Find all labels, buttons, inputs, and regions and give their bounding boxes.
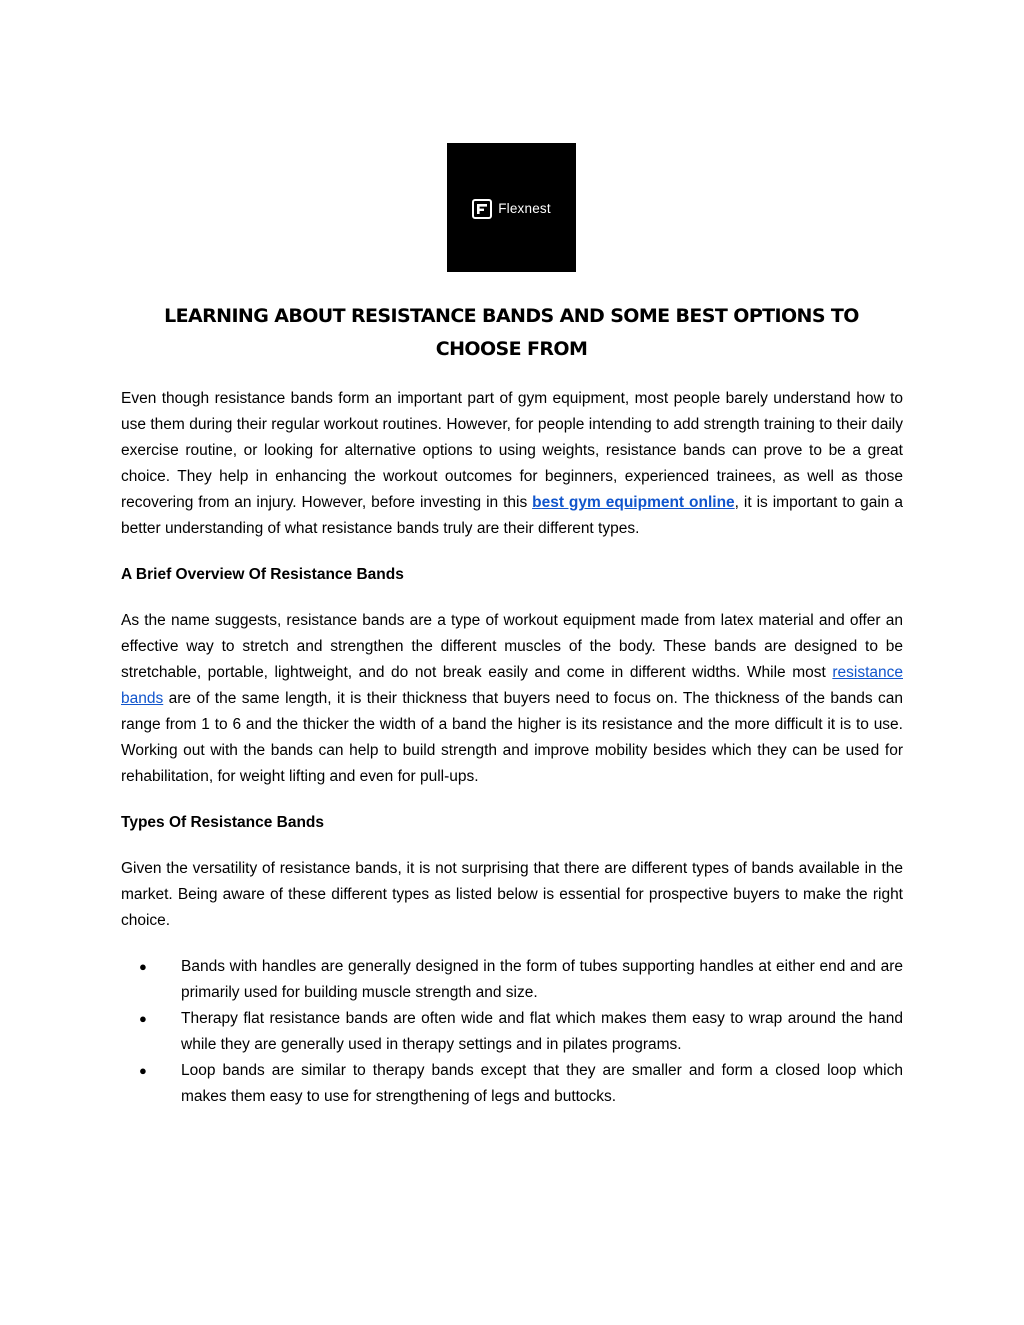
- bullet-icon: ●: [139, 1063, 147, 1078]
- band-types-list: [121, 954, 903, 1110]
- list-item-text: Loop bands are similar to therapy bands except that they are smaller and form a closed loop which makes them easy to use for strengthening of legs and buttocks.: [181, 1062, 903, 1105]
- best-gym-equipment-link[interactable]: best gym equipment online: [532, 494, 735, 511]
- article-body: [121, 386, 903, 1110]
- bullet-icon: ●: [139, 1011, 147, 1026]
- list-item: [121, 1058, 903, 1110]
- resistance-bands-link[interactable]: resistance bands: [121, 664, 903, 707]
- flexnest-logo-icon: [472, 199, 492, 219]
- overview-text-end: are of the same length, it is their thickness that buyers need to focus on. The thickness of the bands can range from 1 to 6 and the thicker the width of a band the higher is its resistance and the more difficult it is to use. Working out with the bands can help to build strength and improve mobility besides which they can be used for rehabilitation, for weight lifting and even for pull-ups.: [121, 690, 903, 785]
- logo-lockup: [472, 199, 551, 219]
- overview-heading: A Brief Overview Of Resistance Bands: [121, 566, 404, 583]
- types-paragraph: Given the versatility of resistance bands, it is not surprising that there are different types of bands available in the market. Being aware of these different types as listed below is essential for prospective buyers to make the right choice.: [121, 860, 903, 929]
- list-item-text: Therapy flat resistance bands are often wide and flat which makes them easy to wrap around the hand while they are generally used in therapy settings and in pilates programs.: [181, 1010, 903, 1053]
- overview-paragraph: [121, 608, 903, 790]
- page-title: LEARNING ABOUT RESISTANCE BANDS AND SOME BEST OPTIONS TO CHOOSE FROM: [164, 305, 859, 360]
- list-item: [121, 1006, 903, 1058]
- brand-logo: [447, 143, 576, 272]
- overview-text-start: As the name suggests, resistance bands are a type of workout equipment made from latex material and offer an effective way to stretch and strengthen the different muscles of the body. These bands are designed to be stretchable, portable, lightweight, and do not break easily and come in different widths. While most: [121, 612, 903, 681]
- intro-paragraph: [121, 386, 903, 542]
- intro-text-end: , it is important to gain a better understanding of what resistance bands truly are their different types.: [121, 494, 903, 537]
- list-item: [121, 954, 903, 1006]
- logo-wordmark: Flexnest: [498, 201, 551, 216]
- bullet-icon: ●: [139, 959, 147, 974]
- list-item-text: Bands with handles are generally designed in the form of tubes supporting handles at either end and are primarily used for building muscle strength and size.: [181, 958, 903, 1001]
- types-heading: Types Of Resistance Bands: [121, 814, 325, 831]
- intro-text-start: Even though resistance bands form an important part of gym equipment, most people barely understand how to use them during their regular workout routines. However, for people intending to add strength training to their daily exercise routine, or looking for alternative options to using weights, resistance bands can prove to be a great choice. They help in enhancing the workout outcomes for beginners, experienced trainees, as well as those recovering from an injury. However, before investing in this: [121, 390, 903, 511]
